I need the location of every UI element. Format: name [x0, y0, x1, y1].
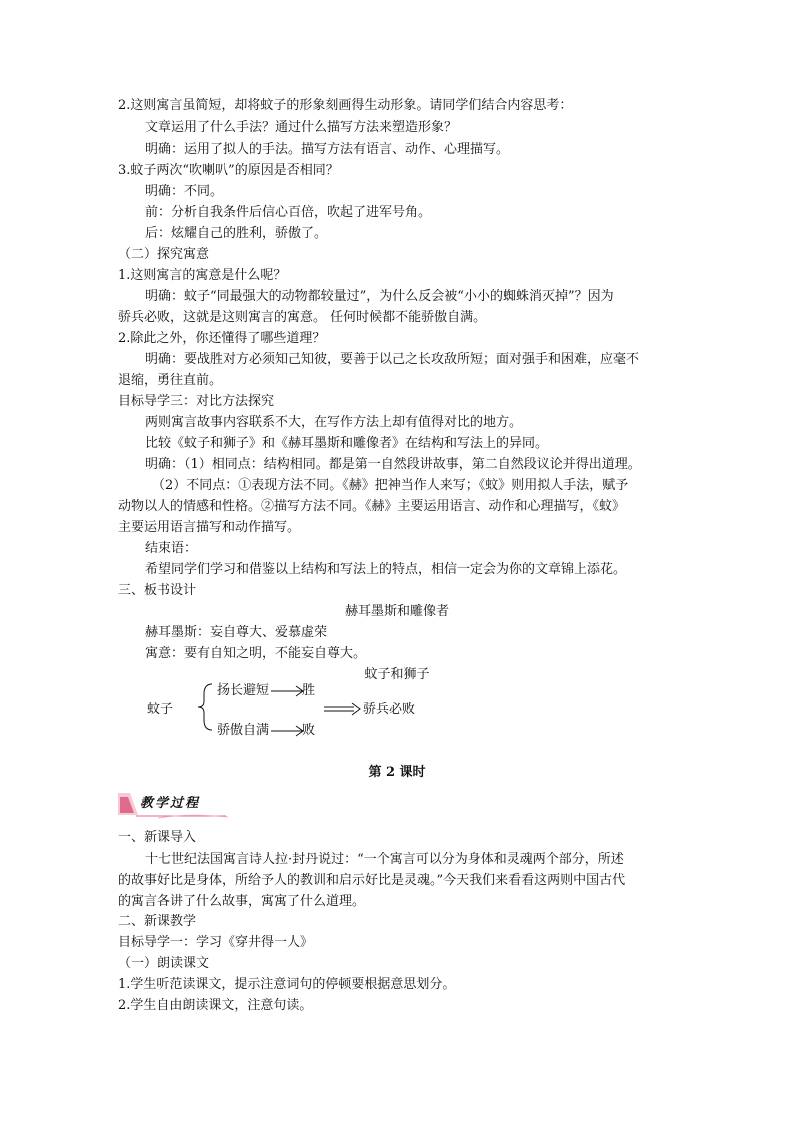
intro-paragraph-2: 的故事好比是身体，所给予人的教训和启示好比是灵魂。”今天我们来看看这两则中国古代 — [118, 873, 626, 888]
board-title-hermes: 赫耳墨斯和雕像者 — [344, 604, 449, 619]
board-hermes-trait: 赫耳墨斯：妄自尊大、爱慕虚荣 — [145, 625, 328, 640]
section-new-teaching: 二、新课教学 — [118, 914, 197, 929]
goal-3-intro: 两则寓言故事内容联系不大，在写作方法上却有值得对比的地方。 — [145, 415, 523, 430]
answer-3-front: 前：分析自我条件后信心百倍，吹起了进军号角。 — [145, 205, 432, 220]
board-hermes-meaning: 寓意：要有自知之明，不能妄自尊大。 — [145, 646, 367, 661]
answer-3: 明确：不同。 — [145, 184, 224, 199]
goal-3-answer-same: 明确：（1）相同点：结构相同。都是第一自然段讲故事，第二自然段议论并得出道理。 — [145, 457, 641, 472]
diagram-result-bottom: 败 — [302, 723, 316, 738]
meaning-answer-1-cont: 骄兵必败，这就是这则寓言的寓意。 任何时候都不能骄傲自满。 — [118, 310, 487, 325]
read-step-2: 2.学生自由朗读课文，注意句读。 — [118, 998, 313, 1013]
lesson-2-title: 第 2 课时 — [368, 765, 426, 780]
section-new-intro: 一、新课导入 — [118, 830, 197, 845]
arrow-right-icon — [270, 684, 306, 698]
intro-paragraph-1: 十七世纪法国寓言诗人拉·封丹说过：“一个寓言可以分为身体和灵魂两个部分，所述 — [145, 852, 624, 867]
section-read-aloud: （一）朗读课文 — [118, 956, 210, 971]
goal-3-answer-diff-cont: 动物以人的情感和性格。②描写方法不同。《赫》主要运用语言、动作和心理描写，《蚊》 — [118, 499, 626, 514]
arrow-right-icon — [270, 724, 306, 738]
goal-1-heading: 目标导学一：学习《穿井得一人》 — [118, 935, 314, 950]
diagram-subject: 蚊子 — [147, 702, 174, 717]
section-board-design: 三、板书设计 — [118, 583, 197, 598]
question-2-detail: 文章运用了什么手法？通过什么描写方法来塑造形象？ — [145, 120, 458, 135]
teaching-process-banner — [118, 793, 230, 819]
diagram-conclusion: 骄兵必败 — [363, 702, 416, 717]
meaning-question-2: 2.除此之外，你还懂得了哪些道理？ — [118, 331, 326, 346]
meaning-answer-1: 明确：蚊子“同最强大的动物都较量过”，为什么反会被“小小的蜘蛛消灭掉”？因为 — [145, 289, 614, 304]
diagram-brace — [196, 682, 218, 732]
goal-3-heading: 目标导学三：对比方法探究 — [118, 394, 275, 409]
section-explore-meaning: （二）探究寓意 — [118, 247, 210, 262]
goal-3-answer-diff: （2）不同点：①表现方法不同。《赫》把神当作人来写；《蚊》则用拟人手法，赋予 — [152, 478, 629, 493]
goal-3-task: 比较《蚊子和狮子》和《赫耳墨斯和雕像者》在结构和写法上的异同。 — [145, 436, 549, 451]
diagram-branch-bottom: 骄傲自满 — [217, 723, 270, 738]
intro-paragraph-3: 的寓言各讲了什么故事，寓寓了什么道理。 — [118, 894, 366, 909]
goal-3-answer-diff-end: 主要运用语言描写和动作描写。 — [118, 520, 301, 535]
diagram-result-top: 胜 — [302, 683, 316, 698]
board-title-mosquito: 蚊子和狮子 — [364, 667, 430, 682]
read-step-1: 1.学生听范读课文，提示注意词句的停顿要根据意思划分。 — [118, 977, 456, 992]
answer-2: 明确：运用了拟人的手法。描写方法有语言、动作、心理描写。 — [145, 142, 510, 157]
closing-label: 结束语： — [145, 541, 198, 556]
meaning-answer-2: 明确：要战胜对方必须知己知彼，要善于以己之长攻敌所短；面对强手和困难，应毫不 — [145, 352, 640, 367]
question-3: 3.蚊子两次“吹喇叭”的原因是否相同？ — [118, 163, 339, 178]
question-2: 2.这则寓言虽简短，却将蚊子的形象刻画得生动形象。请同学们结合内容思考： — [118, 98, 573, 113]
closing-text: 希望同学们学习和借鉴以上结构和写法上的特点，相信一定会为你的文章锦上添花。 — [145, 562, 627, 577]
diagram-branch-top: 扬长避短 — [217, 683, 270, 698]
meaning-question-1: 1.这则寓言的寓意是什么呢？ — [118, 268, 287, 283]
banner-label: 教学过程 — [140, 796, 201, 811]
answer-3-back: 后：炫耀自己的胜利，骄傲了。 — [145, 226, 328, 241]
meaning-answer-2-cont: 退缩，勇往直前。 — [118, 373, 223, 388]
double-arrow-icon — [323, 702, 363, 716]
